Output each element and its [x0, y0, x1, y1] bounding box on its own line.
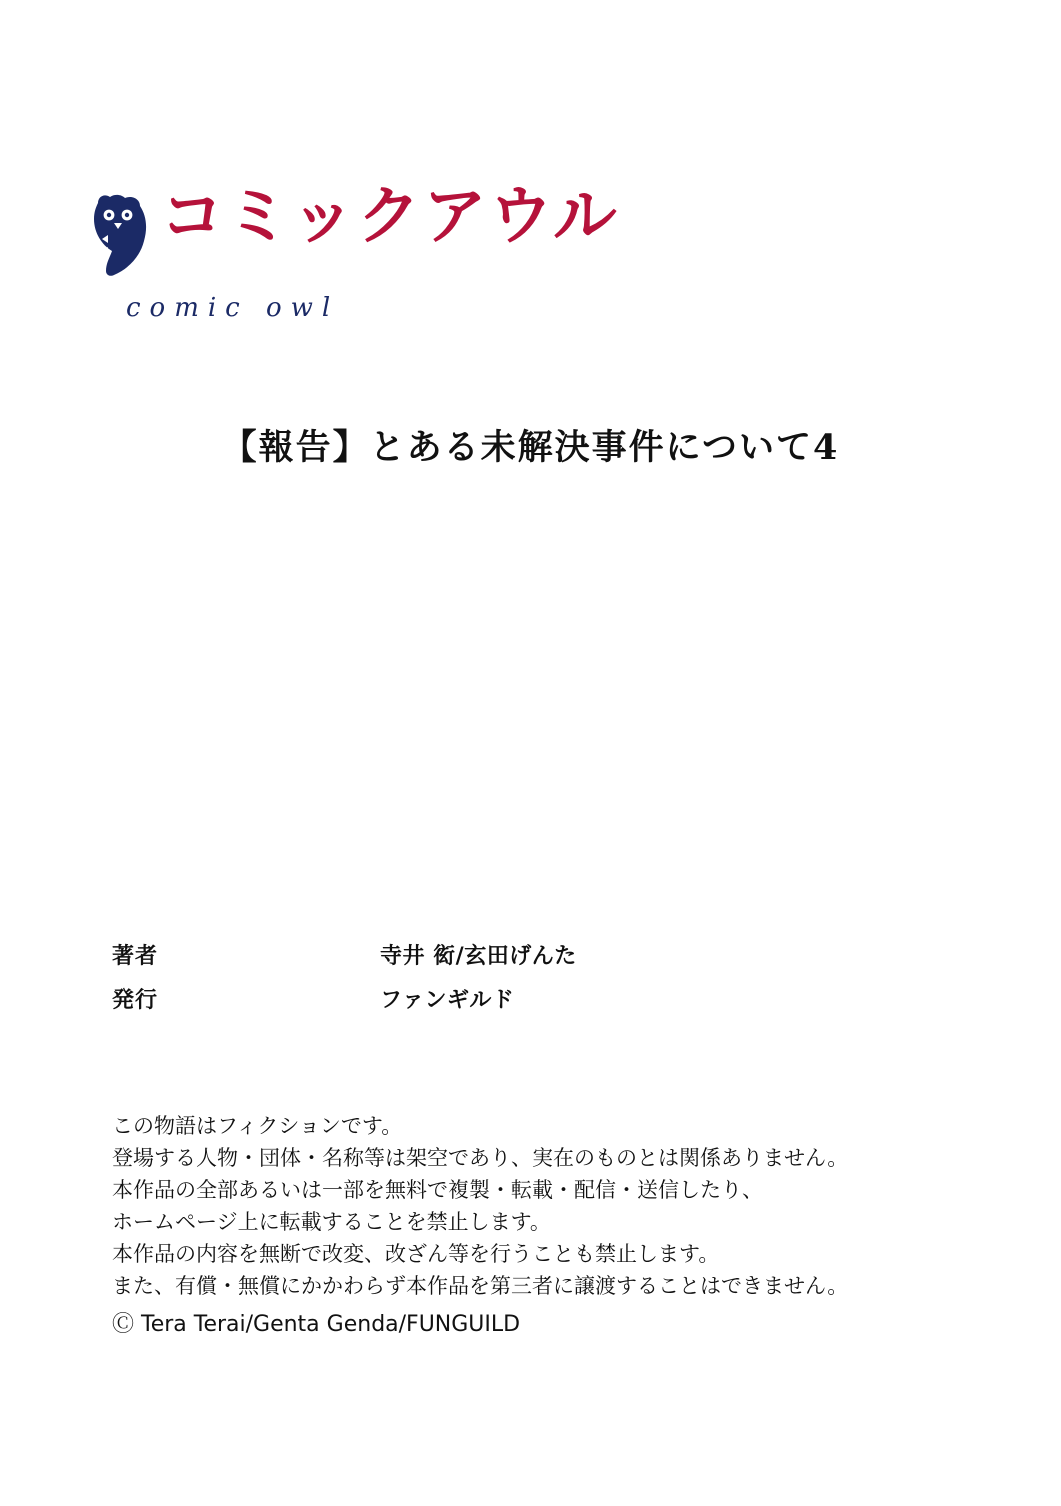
legal-line: 本作品の内容を無断で改変、改ざん等を行うことも禁止します。	[112, 1242, 720, 1266]
credit-value-author: 寺井 衒/玄田げんた	[380, 944, 577, 969]
logo-script-text: comic owl	[126, 293, 340, 323]
credit-row-publisher	[112, 979, 812, 1023]
credit-value-publisher: ファンギルド	[380, 988, 515, 1013]
publisher-logo	[88, 180, 708, 345]
credit-label-author: 著者	[112, 944, 159, 969]
owl-logo-mark	[88, 193, 158, 283]
legal-line: 登場する人物・団体・名称等は架空であり、実在のものとは関係ありません。	[112, 1146, 849, 1170]
page-title: 【報告】とある未解決事件について4	[221, 427, 840, 468]
copyright-notice: Ⓒ Tera Terai/Genta Genda/FUNGUILD	[112, 1312, 521, 1337]
legal-line: 本作品の全部あるいは一部を無料で複製・転載・配信・送信したり、	[112, 1178, 763, 1202]
legal-line: また、有償・無償にかかわらず本作品を第三者に譲渡することはできません。	[112, 1274, 849, 1298]
credits-block	[112, 935, 812, 1023]
legal-notice	[112, 1110, 982, 1302]
legal-line: ホームページ上に転載することを禁止します。	[112, 1210, 551, 1234]
legal-line: この物語はフィクションです。	[112, 1114, 403, 1138]
credit-label-publisher: 発行	[112, 988, 159, 1013]
logo-kana-text: コミックアウル	[160, 180, 619, 254]
credit-row-author	[112, 935, 812, 979]
